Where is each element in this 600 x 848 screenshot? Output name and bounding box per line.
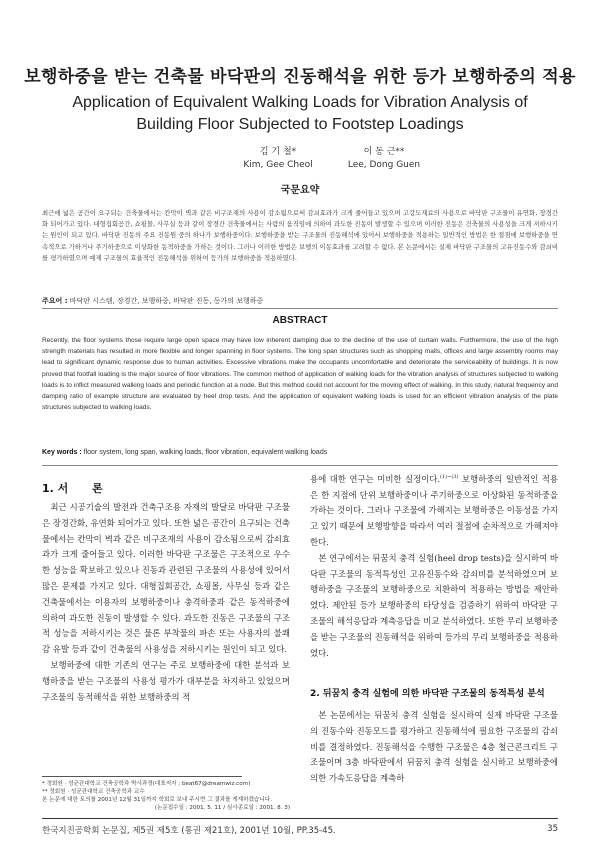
citation-superscript: (1)~(3) (440, 474, 459, 480)
paper-title-ko: 보행하중을 받는 건축물 바닥판의 진동해석을 위한 등가 보행하중의 적용 (24, 67, 576, 87)
author-2-name-ko: 이 동 근** (363, 147, 405, 157)
section-2-heading (310, 686, 545, 699)
col2-paragraph-1-rest: 보행하중의 일반적인 적용은 한 지점에 단위 보행하중이나 주기하중으로 이상화된 동적하중을 가하는 것이다. 그러나 구조물에 가해지는 보행하중은 이동성을 가지고 있기 때문에 보행방향을 따라서 여러 절점에 순차적으로 가해져야 한다. (310, 473, 558, 547)
keywords-en-list: floor system, long span, walking loads, floor vibration, equivalent walking loads (83, 449, 328, 456)
col2-paragraph-2: 본 연구에서는 뒤꿈치 충격 실험(heel drop tests)을 실시하여 바닥판 구조물의 동적특성인 고유진동수와 감쇠비를 분석하였으며 보행하중을 구조물의 보행하중으로 치환하여 적용하는 방법을 제안하였다. 제안된 등가 보행하중의 타당성을 검증하기 위하여 바닥판 구조물의 해석응답과 계측응답을 비교 분석하였다. 또한 무리 보행하중을 받는 구조물의 진동해석을 위하여 등가의 무리 보행하중을 적용하였다. (310, 552, 558, 658)
abstract-ko-heading: 국문요약 (280, 185, 320, 196)
footnote-rule (42, 776, 242, 777)
col2-paragraph-3: 본 논문에서는 뒤꿈치 충격 실험을 실시하여 실제 바닥판 구조물의 진동수와 진동모드를 평가하고 진동해석에 필요한 구조물의 감쇠비를 결정하였다. 진동해석을 수행한 구조물은 4층 철근콘크리트 구조물이며 3층 바닥판에서 뒤꿈치 충격 실험을 실시하고 보행하중에 의한 가속도응답을 계측하 (310, 710, 558, 784)
author-1-name-en: Kim, Gee Cheol (243, 160, 313, 170)
section-2-number: 2. (310, 689, 320, 699)
divider-1 (42, 308, 558, 309)
section-2-title: 뒤꿈치 충격 실험에 의한 바닥판 구조물의 동적특성 분석 (322, 689, 545, 699)
author-1 (218, 144, 338, 170)
author-2 (324, 144, 444, 170)
author-2-name-en: Lee, Dong Guen (347, 160, 421, 170)
divider-2 (42, 465, 558, 466)
footnote-3: 본 논문에 대한 토의를 2001년 12월 31일까지 학회로 보내 주시면 그 결과를 게재하겠습니다. (42, 797, 272, 803)
footnote-2: ** 정회원 · 성균관대학교 건축공학과 교수 (42, 789, 145, 795)
right-column-body-2 (310, 708, 558, 787)
paper-title-en-line2: Building Floor Subjected to Footstep Loadings (136, 116, 464, 133)
page-number: 35 (547, 824, 558, 834)
keywords-en-label: Key words : (42, 449, 82, 456)
author-1-name-ko: 김 기 철* (259, 147, 297, 157)
keywords-ko-list: 바닥판 시스템, 장경간, 보행하중, 바닥판 진동, 등가의 보행하중 (69, 297, 264, 305)
footer-rule (42, 818, 558, 819)
abstract-ko-body: 최근에 넓은 공간이 요구되는 건축물에서는 칸막이 벽과 같은 비구조재의 사용이 감소됨으로써 감쇠효과가 크게 줄어들고 있으며 고강도재료의 사용으로 바닥판 구조물이 유연화, 장경간화 되어가고 있다. 대형집회공간, 쇼핑몰, 사무실 등과 같이 장경간 건축물에서는 사람의 움직임에 의하여 과도한 진동이 발생할 수 있으며 이러한 진동은 건축물의 사용성을 크게 저하시키는 원인이 되고 있다. 바닥판 진동의 주요 진동원 중의 하나가 보행하중이다. 보행하중을 받는 구조물의 진동해석에 있어서 보행하중을 적용하는 일반적인 방법은 한 절점에 보행하중을 연속적으로 가하거나 주기하중으로 이상화한 동적하중을 가하는 것이다. 그러나 이러한 방법은 보행의 이동효과를 고려할 수 없다. 본 논문에서는 실제 바닥판 구조물의 고유진동수와 감쇠비를 평가하였으며 예제 구조물의 효율적인 진동해석을 위하여 등가의 보행하중을 적용하였다. (42, 209, 558, 262)
col1-paragraph-1: 최근 시공기술의 발전과 건축구조용 자재의 발달로 바닥판 구조물은 장경간화, 유연화 되어가고 있다. 또한 넓은 공간이 요구되는 건축물에서는 칸막이 벽과 같은 비구조재의 사용이 감소됨으로써 감쇠효과가 크게 줄어들고 있다. 이러한 바닥판 구조물은 구조적으로 우수한 성능을 확보하고 있으나 진동과 관련된 구조물의 사용성에 있어서 많은 문제를 가지고 있다. 대형집회공간, 쇼핑몰, 사무실 등과 같은 건축물에서는 이용자의 보행하중이나 충격하중과 같은 동적하중에 의하여 과도한 진동이 발생할 수 있다. 과도한 진동은 구조물의 구조적 성능을 저하시키는 것은 물론 부착물의 파손 또는 사용자의 불쾌감 유발 등과 같이 건축물의 사용성을 저하시키는 원인이 되고 있다. (42, 502, 290, 655)
keywords-ko (42, 296, 263, 306)
abstract-en-heading: ABSTRACT (272, 315, 328, 326)
footnotes (42, 780, 290, 812)
keywords-en (42, 449, 327, 456)
keywords-ko-label: 주요어 : (42, 297, 68, 305)
footnote-4: (논문접수일 : 2001. 5. 11 / 심사종료일 : 2001. 8. 3) (154, 805, 290, 811)
footer-journal: 한국지진공학회 논문집, 제5권 제5호 (통권 제21호), 2001년 10월, PP.35-45. (42, 826, 336, 836)
right-column-body (310, 470, 558, 661)
section-1-heading (42, 480, 103, 496)
footnote-1: * 정회원 · 성균관대학교 건축공학과 박사과정(대표저자 : beat67@dreamwiz.com) (42, 781, 251, 787)
col2-paragraph-1-lead: 용에 대한 연구는 미비한 실정이다. (310, 473, 441, 484)
section-1-title: 론 (92, 482, 103, 495)
col1-paragraph-2: 보행하중에 대한 기존의 연구는 주로 보행하중에 대한 분석과 보행하중을 받는 구조물의 사용성 평가가 대부분을 차지하고 있었으며 구조물의 동적해석을 위한 보행하중의 적 (42, 659, 290, 702)
paper-title-en-line1: Application of Equivalent Walking Loads for Vibration Analysis of (72, 94, 528, 111)
section-1-number: 1. 서 (42, 482, 69, 495)
left-column-body (42, 500, 290, 705)
col2-paragraph-1 (310, 470, 558, 551)
abstract-en-body: Recently, the floor systems those require large open space may have low inherent damping due to the decline of the use of curtain walls. Furthermore, the use of the high strength materials has resulted in more flexible and longer spanning in floor systems. The long span structures such as shopping malls, offices and large assembly rooms may lead to significant dynamic response due to human activities. Excessive vibrations make the occupants uncomfortable and deteriorate the serviceability of buildings. It is now proved that footfall loading is the major source of floor vibrations. The common method of application of walking loads for the vibration analysis of structures subjected to walking loads is to inflict measured walking loads and periodic function at a node. But this method could not account for the moving effect of walking. In this study, natural frequency and damping ratio of example structure are evaluated by heel drop tests. And the application of equivalent walking loads is used for an efficient vibration analysis of the plate structures subjected to walking loads. (42, 337, 558, 412)
